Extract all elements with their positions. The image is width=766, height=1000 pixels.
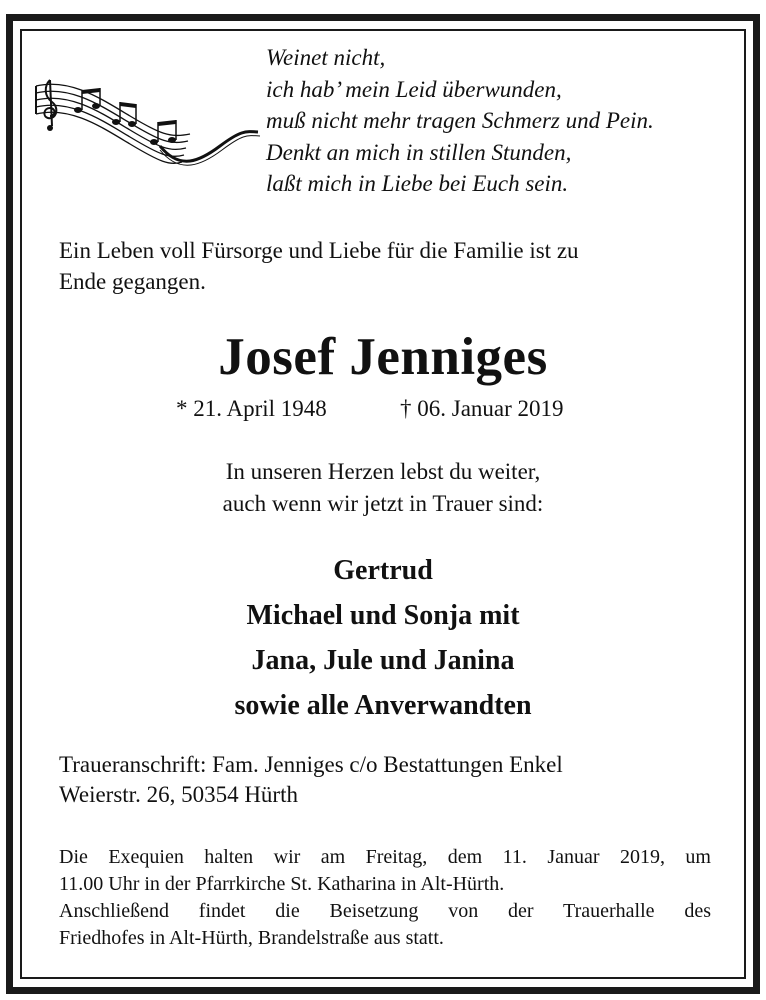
poem-line: Denkt an mich in stillen Stunden,: [266, 139, 572, 165]
address-line: Traueranschrift: Fam. Jenniges c/o Bestattungen Enkel: [59, 752, 563, 777]
birth-date: * 21. April 1948: [176, 396, 327, 421]
intro-line: Ein Leben voll Fürsorge und Liebe für die Familie ist zu: [59, 238, 579, 263]
mourner-line: Gertrud: [333, 555, 433, 586]
funeral-line: Die Exequien halten wir am Freitag, dem 11. Januar 2019, um: [59, 846, 711, 868]
mourning-address: [59, 750, 729, 810]
poem-line: laßt mich in Liebe bei Euch sein.: [266, 171, 569, 196]
intro-line: Ende gegangen.: [59, 269, 206, 294]
intro-text: [59, 235, 719, 297]
funeral-details: [59, 844, 711, 952]
poem-line: ich hab’ mein Leid überwunden,: [266, 76, 562, 102]
tribute-line: auch wenn wir jetzt in Trauer sind:: [222, 491, 544, 516]
mourner-line: sowie alle Anverwandten: [234, 690, 532, 721]
funeral-line: 11.00 Uhr in der Pfarrkirche St. Katharina in Alt-Hürth.: [59, 873, 505, 895]
death-date: † 06. Januar 2019: [400, 396, 564, 421]
tribute-line: In unseren Herzen lebst du weiter,: [225, 459, 541, 484]
funeral-line: Anschließend findet die Beisetzung von der Trauerhalle des: [59, 900, 711, 922]
address-line: Weierstr. 26, 50354 Hürth: [59, 782, 298, 807]
mourner-line: Michael und Sonja mit: [246, 600, 520, 631]
deceased-name: Josef Jenniges: [218, 328, 548, 386]
poem-line: Weinet nicht,: [266, 45, 386, 70]
mourner-line: Jana, Jule und Janina: [251, 645, 515, 676]
funeral-line: Friedhofes in Alt-Hürth, Brandelstraße aus statt.: [59, 927, 444, 949]
music-staff-notes-icon: [30, 76, 262, 176]
mourners-list: [0, 548, 766, 728]
poem: [266, 42, 736, 200]
tribute-text: [0, 456, 766, 520]
life-dates: [176, 396, 656, 422]
poem-line: muß nicht mehr tragen Schmerz und Pein.: [266, 108, 654, 133]
